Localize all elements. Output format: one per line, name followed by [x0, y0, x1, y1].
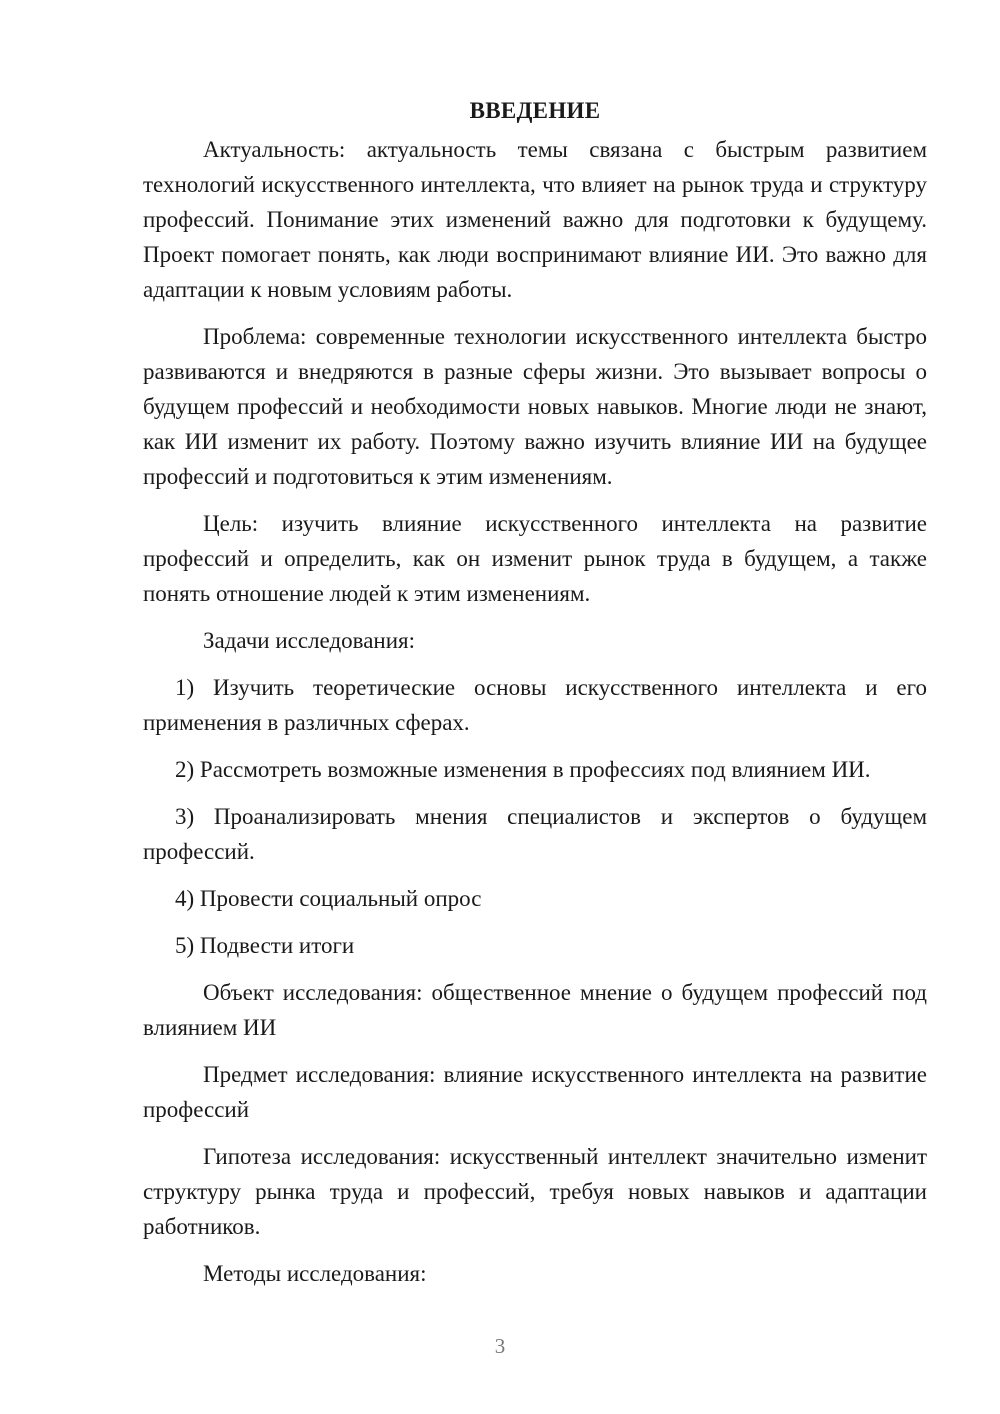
- page-title: ВВЕДЕНИЕ: [469, 98, 601, 123]
- task-item-4: 4) Провести социальный опрос: [175, 886, 482, 911]
- methods-title: Методы исследования:: [203, 1261, 427, 1286]
- page-number: 3: [494, 1334, 506, 1358]
- goal-paragraph: Цель: изучить влияние искусственного интеллекта на развитие профессий и определить, как он изменит рынок труда в будущем, а также понять отношение людей к этим изменениям.: [143, 511, 927, 606]
- problem-paragraph: Проблема: современные технологии искусственного интеллекта быстро развиваются и внедряются в разные сферы жизни. Это вызывает вопросы о будущем профессий и необходимости новых навыков. Многие люди не знают, как ИИ изменит их работу. Поэтому важно изучить влияние ИИ на будущее профессий и подготовиться к этим изменениям.: [143, 324, 927, 489]
- task-item-5: 5) Подвести итоги: [175, 933, 355, 958]
- task-item-2: 2) Рассмотреть возможные изменения в профессиях под влиянием ИИ.: [175, 757, 871, 782]
- relevance-paragraph: Актуальность: актуальность темы связана с быстрым развитием технологий искусственного интеллекта, что влияет на рынок труда и структуру профессий. Понимание этих изменений важно для подготовки к будущему. Проект помогает понять, как люди воспринимают влияние ИИ. Это важно для адаптации к новым условиям работы.: [143, 137, 927, 302]
- hypothesis-paragraph: Гипотеза исследования: искусственный интеллект значительно изменит структуру рынка труда и профессий, требуя новых навыков и адаптации работников.: [143, 1144, 927, 1239]
- task-item-1: 1) Изучить теоретические основы искусственного интеллекта и его применения в различных сферах.: [143, 675, 927, 735]
- object-paragraph: Объект исследования: общественное мнение о будущем профессий под влиянием ИИ: [143, 980, 927, 1040]
- tasks-title: Задачи исследования:: [203, 628, 416, 653]
- page-content: [143, 92, 927, 1303]
- task-item-3: 3) Проанализировать мнения специалистов и экспертов о будущем профессий.: [143, 804, 927, 864]
- subject-paragraph: Предмет исследования: влияние искусственного интеллекта на развитие профессий: [143, 1062, 927, 1122]
